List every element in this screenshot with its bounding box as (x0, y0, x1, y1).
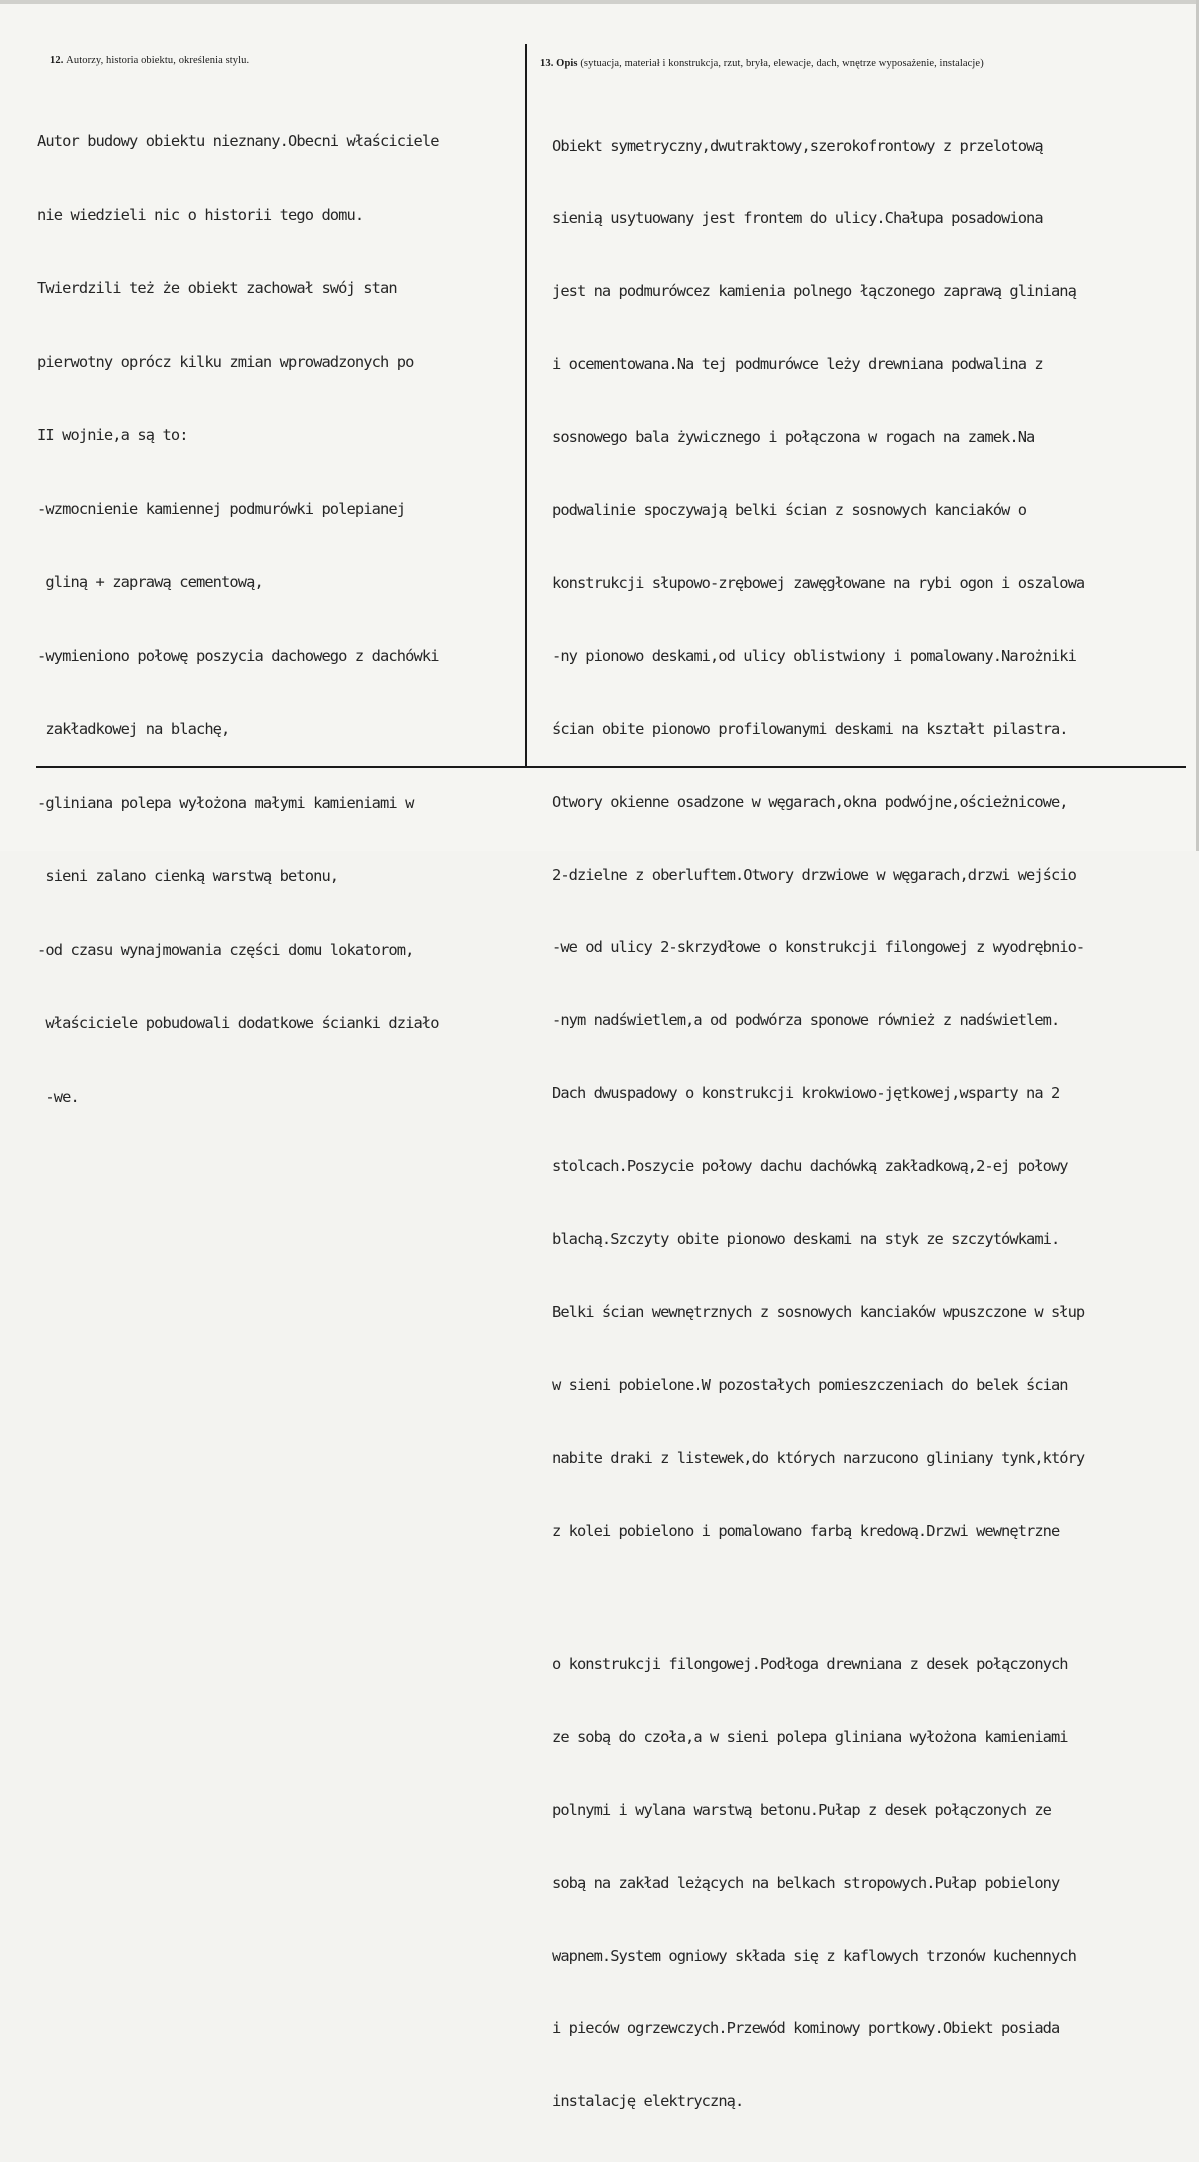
right-text-line: polnymi i wylana warstwą betonu.Pułap z desek połączonych ze (552, 1800, 1051, 1819)
left-text-line: gliną + zaprawą cementową, (37, 573, 263, 591)
right-text-line: Dach dwuspadowy o konstrukcji krokwiowo-jętkowej,wsparty na 2 (552, 1084, 1060, 1103)
section-12-header (50, 55, 249, 66)
left-text-line: Autor budowy obiektu nieznany.Obecni właściciele (37, 132, 439, 150)
section-13-number: 13. (540, 58, 554, 69)
right-text-line: -ny pionowo deskami,od ulicy oblistwiony i pomalowany.Narożniki (552, 646, 1076, 665)
section-13-title: Opis (556, 58, 578, 69)
section-12-number: 12. (50, 55, 64, 66)
right-text-line: w sieni pobielone.W pozostałych pomieszczeniach do belek ścian (552, 1375, 1068, 1394)
left-text-line: nie wiedzieli nic o historii tego domu. (37, 205, 364, 224)
right-text-line: sosnowego bala żywicznego i połączona w rogach na zamek.Na (552, 428, 1035, 447)
section-12-typed-text (37, 80, 521, 1158)
right-text-line: instalację elektryczną. (552, 2092, 744, 2111)
left-text-line: Twierdzili też że obiekt zachował swój stan (37, 279, 397, 297)
right-text-line: z kolei pobielono i pomalowano farbą kredową.Drzwi wewnętrzne (552, 1521, 1060, 1540)
right-text-line: ze sobą do czoła,a w sieni polepa gliniana wyłożona kamieniami (552, 1727, 1068, 1746)
section-13-header (540, 58, 984, 69)
right-text-line: ścian obite pionowo profilowanymi deskami na kształt pilastra. (552, 719, 1068, 738)
section-13-subtitle: (sytuacja, materiał i konstrukcja, rzut, bryła, elewacje, dach, wnętrze wyposażenie, instalacje) (580, 58, 984, 69)
column-divider (525, 44, 527, 766)
right-text-line: konstrukcji słupowo-zrębowej zawęgłowane na rybi ogon i oszalowa (552, 573, 1085, 592)
right-text-line: 2-dzielne z oberluftem.Otwory drzwiowe w węgarach,drzwi wejścio (552, 865, 1076, 884)
right-text-line: wapnem.System ogniowy składa się z kaflowych trzonów kuchennych (552, 1946, 1076, 1965)
right-text-line: Belki ścian wewnętrznych z sosnowych kanciaków wpuszczone w słup (552, 1302, 1085, 1321)
section-12-title: Autorzy, historia obiektu, określenia stylu. (66, 55, 250, 66)
left-text-line: -we. (37, 1087, 79, 1106)
left-text-line: -wymieniono połowę poszycia dachowego z dachówki (37, 646, 439, 665)
right-text-line: -we od ulicy 2-skrzydłowe o konstrukcji filongowej z wyodrębnio- (552, 938, 1085, 957)
left-text-line: -gliniana polepa wyłożona małymi kamieniami w (37, 793, 414, 812)
left-text-line: zakładkowej na blachę, (37, 720, 230, 738)
right-text-line: jest na podmurówcez kamienia polnego łączonego zaprawą glinianą (552, 282, 1076, 301)
left-text-line: sieni zalano cienką warstwą betonu, (37, 867, 339, 885)
right-text-line: i pieców ogrzewczych.Przewód kominowy portkowy.Obiekt posiada (552, 2019, 1060, 2038)
right-text-line: Otwory okienne osadzone w węgarach,okna podwójne,ościeżnicowe, (552, 792, 1068, 811)
section-13-typed-text (552, 85, 1194, 2162)
right-text-line: Obiekt symetryczny,dwutraktowy,szerokofrontowy z przelotową (552, 136, 1043, 155)
page-top-edge (0, 0, 1199, 4)
left-text-line: właściciele pobudowali dodatkowe ścianki działo (37, 1014, 439, 1032)
paragraph-gap (552, 1591, 1194, 1603)
right-text-line: -nym nadświetlem,a od podwórza sponowe również z nadświetlem. (552, 1011, 1060, 1030)
right-text-line: blachą.Szczyty obite pionowo deskami na styk ze szczytówkami. (552, 1229, 1060, 1248)
right-text-line: sobą na zakład leżących na belkach stropowych.Pułap pobielony (552, 1873, 1060, 1892)
right-text-line: podwalinie spoczywają belki ścian z sosnowych kanciaków o (552, 501, 1027, 520)
left-text-line: pierwotny oprócz kilku zmian wprowadzonych po (37, 352, 414, 371)
left-text-line: -wzmocnienie kamiennej podmurówki polepianej (37, 499, 406, 518)
right-text-line: sienią usytuowany jest frontem do ulicy.Chałupa posadowiona (552, 209, 1043, 228)
right-text-line: o konstrukcji filongowej.Podłoga drewniana z desek połączonych (552, 1655, 1068, 1673)
left-text-line: -od czasu wynajmowania części domu lokatorom, (37, 940, 414, 959)
right-text-line: stolcach.Poszycie połowy dachu dachówką zakładkową,2-ej połowy (552, 1157, 1068, 1176)
right-text-line: i ocementowana.Na tej podmurówce leży drewniana podwalina z (552, 355, 1043, 374)
right-text-line: nabite draki z listewek,do których narzucono gliniany tynk,który (552, 1448, 1085, 1467)
left-text-line: II wojnie,a są to: (37, 426, 188, 444)
